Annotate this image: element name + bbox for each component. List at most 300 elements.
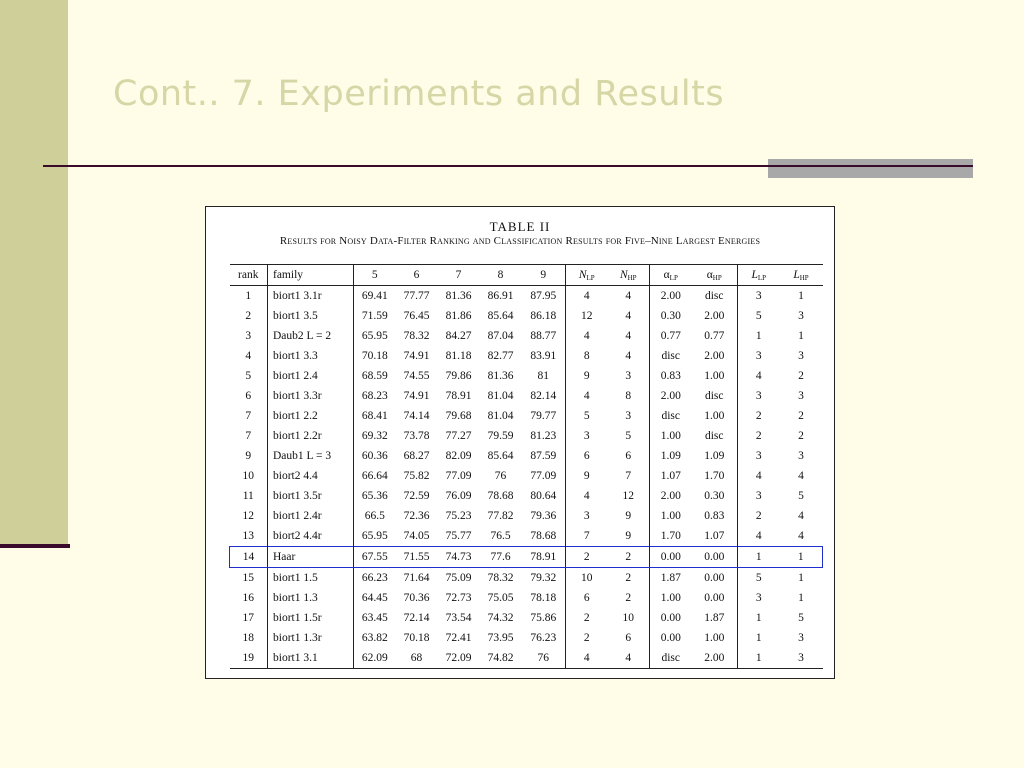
table-cell: 5 (798, 612, 804, 624)
table-cell: biort1 1.3 (268, 588, 354, 608)
column-header-subscript: LP (669, 273, 678, 282)
table-cell: 1 (798, 330, 804, 342)
table-cell: Haar (268, 547, 354, 568)
table-cell: biort1 2.2r (268, 426, 354, 446)
table-cell: 2.00 (692, 648, 738, 669)
table-cell: 11 (230, 486, 268, 506)
table-cell: 6 (230, 386, 268, 406)
table-row (230, 366, 823, 386)
table-cell: 73.95 (487, 632, 514, 644)
table-cell: 2 (583, 632, 590, 644)
column-header-label: L (793, 268, 800, 281)
table-row (230, 486, 823, 506)
column-header-12 (780, 265, 823, 286)
table-cell: 4 (608, 648, 650, 669)
table-cell: biort2 4.4 (268, 466, 354, 486)
table-cell: 13 (230, 526, 268, 547)
table-cell: 2 (755, 510, 762, 522)
table-cell: 2.00 (692, 306, 738, 326)
table-cell: 2.00 (692, 346, 738, 366)
column-header-subscript: HP (799, 273, 809, 282)
table-cell: 16 (230, 588, 268, 608)
column-header-label: α (663, 268, 670, 281)
table-cell: 72.59 (403, 490, 430, 502)
table-cell: 72.36 (403, 510, 430, 522)
table-cell: 9 (608, 526, 650, 547)
table-cell: 3 (755, 350, 762, 362)
table-cell: biort1 3.5r (268, 486, 354, 506)
table-cell: 9 (583, 470, 590, 482)
table-row (230, 446, 823, 466)
table-cell: biort1 2.4r (268, 506, 354, 526)
table-cell: 68.23 (361, 390, 388, 402)
table-cell: biort1 3.1r (268, 286, 354, 307)
table-cell: 1.70 (692, 466, 738, 486)
column-header-7 (566, 265, 608, 286)
column-header-3 (396, 265, 438, 286)
table-cell: biort1 2.2 (268, 406, 354, 426)
table-cell: Daub2 L = 2 (268, 326, 354, 346)
table-cell: 79.36 (522, 506, 566, 526)
table-cell: 8 (608, 386, 650, 406)
table-cell: 4 (230, 346, 268, 366)
table-cell: 66.64 (361, 470, 388, 482)
table-cell: 1 (755, 330, 762, 342)
table-title: TABLE II (489, 219, 551, 234)
table-cell: 10 (608, 608, 650, 628)
table-cell: 1 (755, 612, 762, 624)
results-table (229, 264, 823, 669)
table-cell: 72.14 (403, 612, 430, 624)
table-row (230, 346, 823, 366)
table-cell: 81.36 (445, 290, 472, 302)
table-cell: 1.00 (692, 366, 738, 386)
table-cell: 77.27 (445, 430, 472, 442)
table-cell: 75.09 (445, 572, 472, 584)
table-row-highlighted (230, 547, 823, 568)
table-cell: 75.82 (403, 470, 430, 482)
table-cell: 9 (608, 506, 650, 526)
table-row (230, 466, 823, 486)
table-row (230, 426, 823, 446)
table-cell: 1.07 (692, 526, 738, 547)
table-cell: 3 (755, 390, 762, 402)
table-cell: 3 (798, 350, 804, 362)
column-header-2 (354, 265, 396, 286)
table-cell: 78.91 (445, 390, 472, 402)
table-row (230, 526, 823, 547)
table-cell: 81.23 (522, 426, 566, 446)
table-cell: 4 (755, 470, 762, 482)
table-cell: biort1 1.3r (268, 628, 354, 648)
table-cell: 81.04 (487, 390, 514, 402)
table-cell: 5 (798, 490, 804, 502)
table-row (230, 588, 823, 608)
table-cell: 4 (608, 346, 650, 366)
table-cell: 12 (608, 486, 650, 506)
column-header-9 (650, 265, 692, 286)
table-cell: 7 (608, 466, 650, 486)
table-cell: 1 (230, 286, 268, 307)
table-cell: 4 (798, 470, 804, 482)
table-cell: 64.45 (361, 592, 388, 604)
table-cell: 74.82 (480, 648, 522, 669)
table-cell: 66.23 (361, 572, 388, 584)
table-cell: 3 (583, 510, 590, 522)
table-cell: 82.14 (522, 386, 566, 406)
table-cell: 75.05 (487, 592, 514, 604)
table-cell: 3 (798, 632, 804, 644)
table-cell: 4 (583, 290, 590, 302)
table-cell: 3 (230, 326, 268, 346)
table-cell: 0.77 (692, 326, 738, 346)
table-cell: 66.5 (364, 510, 385, 522)
table-cell: 74.32 (487, 612, 514, 624)
table-cell: 7 (230, 406, 268, 426)
table-cell: 18 (230, 628, 268, 648)
table-cell: 4 (566, 648, 608, 669)
table-cell: 2 (798, 370, 804, 382)
table-cell: 12 (230, 506, 268, 526)
left-decor-bar (0, 0, 68, 546)
table-row (230, 506, 823, 526)
table-cell: 19 (230, 648, 268, 669)
table-cell: 76 (522, 648, 566, 669)
column-header-8 (608, 265, 650, 286)
table-cell: 82.09 (445, 450, 472, 462)
column-header-label: 5 (371, 269, 378, 281)
table-cell: 69.41 (361, 290, 388, 302)
table-cell: 0.00 (692, 588, 738, 608)
table-cell: 4 (608, 326, 650, 346)
table-cell: 78.68 (522, 526, 566, 547)
table-cell: 82.77 (487, 350, 514, 362)
table-cell: 4 (608, 306, 650, 326)
table-cell: 63.82 (361, 632, 388, 644)
table-cell: 2 (608, 568, 650, 589)
column-header-label: L (751, 268, 758, 281)
table-cell: 1.87 (692, 608, 738, 628)
table-cell: 3 (755, 450, 762, 462)
column-header-1 (268, 265, 354, 286)
table-cell: 1 (738, 547, 780, 568)
column-header-label: 6 (413, 269, 420, 281)
table-cell: 2 (798, 410, 804, 422)
table-cell: 0.30 (692, 486, 738, 506)
table-cell: 3 (798, 450, 804, 462)
table-cell: 77.6 (480, 547, 522, 568)
column-header-subscript: LP (586, 273, 595, 282)
table-cell: 0.30 (660, 310, 681, 322)
table-cell: 0.00 (660, 612, 681, 624)
table-cell: 3 (755, 290, 762, 302)
table-cell: 4 (798, 510, 804, 522)
table-cell: 1 (798, 572, 804, 584)
column-header-0 (230, 265, 268, 286)
table-cell: 79.59 (487, 430, 514, 442)
table-cell: 7 (230, 426, 268, 446)
table-cell: 1 (738, 648, 780, 669)
table-cell: 2.00 (660, 290, 681, 302)
table-cell: 73.54 (445, 612, 472, 624)
table-cell: 2 (230, 306, 268, 326)
table-cell: 2 (798, 430, 804, 442)
table-cell: 71.55 (396, 547, 438, 568)
table-row (230, 568, 823, 589)
table-cell: 67.55 (354, 547, 396, 568)
column-header-4 (438, 265, 480, 286)
table-cell: 62.09 (354, 648, 396, 669)
table-cell: biort1 2.4 (268, 366, 354, 386)
table-cell: 81.36 (487, 370, 514, 382)
table-cell: 70.18 (403, 632, 430, 644)
table-cell: 71.64 (403, 572, 430, 584)
column-header-5 (480, 265, 522, 286)
column-header-10 (692, 265, 738, 286)
table-cell: 5 (755, 572, 762, 584)
column-header-subscript: LP (757, 273, 767, 282)
table-cell: 87.95 (522, 286, 566, 307)
table-cell: 2.00 (660, 390, 681, 402)
table-cell: 76.45 (403, 310, 430, 322)
table-cell: biort1 3.3 (268, 346, 354, 366)
table-cell: 3 (608, 406, 650, 426)
table-cell: biort1 3.3r (268, 386, 354, 406)
table-cell: 85.64 (487, 450, 514, 462)
table-cell: 3 (583, 430, 590, 442)
column-header-label: α (706, 268, 713, 281)
table-cell: 75.23 (445, 510, 472, 522)
table-cell: 5 (583, 410, 590, 422)
table-cell: 78.32 (487, 572, 514, 584)
table-cell: 10 (581, 572, 593, 584)
table-cell: 0.83 (692, 506, 738, 526)
table-cell: 6 (583, 450, 590, 462)
table-cell: 9 (583, 370, 590, 382)
table-cell: 85.64 (487, 310, 514, 322)
table-cell: 76.09 (445, 490, 472, 502)
table-cell: 2 (755, 430, 762, 442)
table-cell: 72.41 (445, 632, 472, 644)
column-header-label: N (578, 268, 587, 281)
table-cell: 4 (583, 390, 590, 402)
table-cell: 0.77 (660, 330, 681, 342)
table-cell: 87.59 (522, 446, 566, 466)
table-cell: 86.91 (487, 290, 514, 302)
table-cell: 4 (755, 530, 762, 542)
table-cell: 88.77 (522, 326, 566, 346)
column-header-label: rank (238, 269, 259, 281)
table-cell: 6 (608, 628, 650, 648)
table-cell: 77.77 (403, 290, 430, 302)
table-cell: 75.77 (445, 530, 472, 542)
table-cell: 65.36 (361, 490, 388, 502)
table-cell: 77.09 (522, 466, 566, 486)
table-cell: 83.91 (522, 346, 566, 366)
table-cell: 1.00 (692, 406, 738, 426)
table-cell: biort1 3.1 (268, 648, 354, 669)
table-cell: Daub1 L = 3 (268, 446, 354, 466)
column-header-subscript: HP (627, 273, 637, 282)
table-cell: 80.64 (522, 486, 566, 506)
table-body (230, 286, 823, 669)
table-cell: 74.73 (438, 547, 480, 568)
table-cell: 2 (566, 547, 608, 568)
table-cell: 73.78 (403, 430, 430, 442)
table-row (230, 386, 823, 406)
table-cell: 68.59 (361, 370, 388, 382)
table-cell: 0.00 (660, 632, 681, 644)
table-cell: 74.91 (403, 350, 430, 362)
table-cell: 4 (755, 370, 762, 382)
table-cell: 65.95 (361, 330, 388, 342)
table-cell: 3 (608, 366, 650, 386)
table-cell: 5 (755, 310, 762, 322)
table-cell: 3 (755, 592, 762, 604)
table-cell: 1.00 (692, 628, 738, 648)
table-cell: 70.36 (403, 592, 430, 604)
table-cell: 74.55 (403, 370, 430, 382)
table-cell: 79.77 (522, 406, 566, 426)
table-cell: 2 (755, 410, 762, 422)
table-cell: 87.04 (487, 330, 514, 342)
table-cell: 6 (608, 446, 650, 466)
table-row (230, 628, 823, 648)
column-header-label: 8 (497, 269, 504, 281)
table-cell: 0.00 (692, 568, 738, 589)
table-cell: 0.00 (650, 547, 692, 568)
table-cell: 78.32 (403, 330, 430, 342)
table-cell: 6 (583, 592, 590, 604)
table-cell: 68.27 (403, 450, 430, 462)
table-cell: 1.70 (660, 530, 681, 542)
table-cell: 1 (780, 547, 823, 568)
table-cell: 17 (230, 608, 268, 628)
table-cell: 1.09 (660, 450, 681, 462)
table-cell: biort1 3.5 (268, 306, 354, 326)
table-cell: 1.87 (660, 572, 681, 584)
table-cell: 5 (608, 426, 650, 446)
column-header-label: 9 (540, 269, 547, 281)
table-caption: Results for Noisy Data-Filter Ranking and Classification Results for Five–Nine Largest Energies (279, 235, 761, 247)
table-cell: 4 (608, 286, 650, 307)
table-cell: 1 (755, 632, 762, 644)
table-cell: 1.09 (692, 446, 738, 466)
table-cell: 72.73 (445, 592, 472, 604)
table-cell: 68 (396, 648, 438, 669)
table-cell: disc (650, 648, 692, 669)
table-cell: 77.82 (487, 510, 514, 522)
table-cell: 1 (798, 290, 804, 302)
title-accent-line (768, 165, 973, 167)
table-cell: 65.95 (361, 530, 388, 542)
results-table-image (205, 206, 835, 679)
table-cell: 0.00 (692, 547, 738, 568)
table-cell: 2.00 (660, 490, 681, 502)
table-cell: 74.91 (403, 390, 430, 402)
table-row (230, 286, 823, 307)
table-cell: 2 (583, 612, 590, 624)
table-cell: 69.32 (361, 430, 388, 442)
table-cell: 4 (583, 330, 590, 342)
table-cell: 76 (494, 470, 507, 482)
column-header-label: 7 (455, 269, 462, 281)
table-cell: 81.04 (487, 410, 514, 422)
table-cell: 1.00 (660, 592, 681, 604)
table-row (230, 608, 823, 628)
column-header-label: N (619, 268, 628, 281)
table-cell: 71.59 (361, 310, 388, 322)
left-decor-rule (0, 544, 70, 548)
table-cell: 72.09 (438, 648, 480, 669)
table-cell: 10 (230, 466, 268, 486)
table-cell: 79.86 (445, 370, 472, 382)
table-cell: 4 (583, 490, 590, 502)
table-cell: 74.05 (403, 530, 430, 542)
table-cell: 0.83 (660, 370, 681, 382)
table-header-row (230, 265, 823, 286)
table-cell: 9 (230, 446, 268, 466)
table-cell: disc (692, 286, 738, 307)
table-cell: 12 (581, 310, 593, 322)
table-cell: biort1 1.5 (268, 568, 354, 589)
table-cell: 81.18 (445, 350, 472, 362)
table-cell: biort2 4.4r (268, 526, 354, 547)
table-cell: disc (692, 426, 738, 446)
table-cell: 86.18 (522, 306, 566, 326)
slide-title: Cont.. 7. Experiments and Results (113, 74, 725, 114)
table-cell: 68.41 (361, 410, 388, 422)
table-cell: 78.68 (487, 490, 514, 502)
table-cell: 2 (608, 547, 650, 568)
table-cell: disc (661, 410, 681, 422)
table-cell: disc (692, 386, 738, 406)
table-cell: biort1 1.5r (268, 608, 354, 628)
table-cell: 76.5 (490, 530, 511, 542)
table-cell: 78.18 (522, 588, 566, 608)
table-cell: 79.32 (522, 568, 566, 589)
title-underline (43, 165, 770, 167)
table-cell: 1.07 (660, 470, 681, 482)
table-cell: 1.00 (660, 510, 681, 522)
table-cell: 78.91 (522, 547, 566, 568)
table-cell: 8 (583, 350, 590, 362)
table-cell: 3 (798, 390, 804, 402)
table-cell: disc (661, 350, 681, 362)
table-cell: 84.27 (445, 330, 472, 342)
table-cell: 14 (230, 547, 268, 568)
table-cell: 77.09 (445, 470, 472, 482)
table-row (230, 326, 823, 346)
column-header-label: family (273, 269, 304, 281)
table-cell: 81 (522, 366, 566, 386)
table-cell: 3 (755, 490, 762, 502)
table-cell: 63.45 (361, 612, 388, 624)
column-header-6 (522, 265, 566, 286)
table-row (230, 306, 823, 326)
table-cell: 79.68 (445, 410, 472, 422)
column-header-subscript: HP (712, 273, 722, 282)
table-row (230, 648, 823, 669)
table-cell: 70.18 (361, 350, 388, 362)
table-cell: 3 (780, 648, 823, 669)
table-cell: 7 (583, 530, 590, 542)
table-cell: 76.23 (522, 628, 566, 648)
title-accent-block (768, 159, 973, 178)
table-cell: 81.86 (445, 310, 472, 322)
table-cell: 5 (230, 366, 268, 386)
table-row (230, 406, 823, 426)
